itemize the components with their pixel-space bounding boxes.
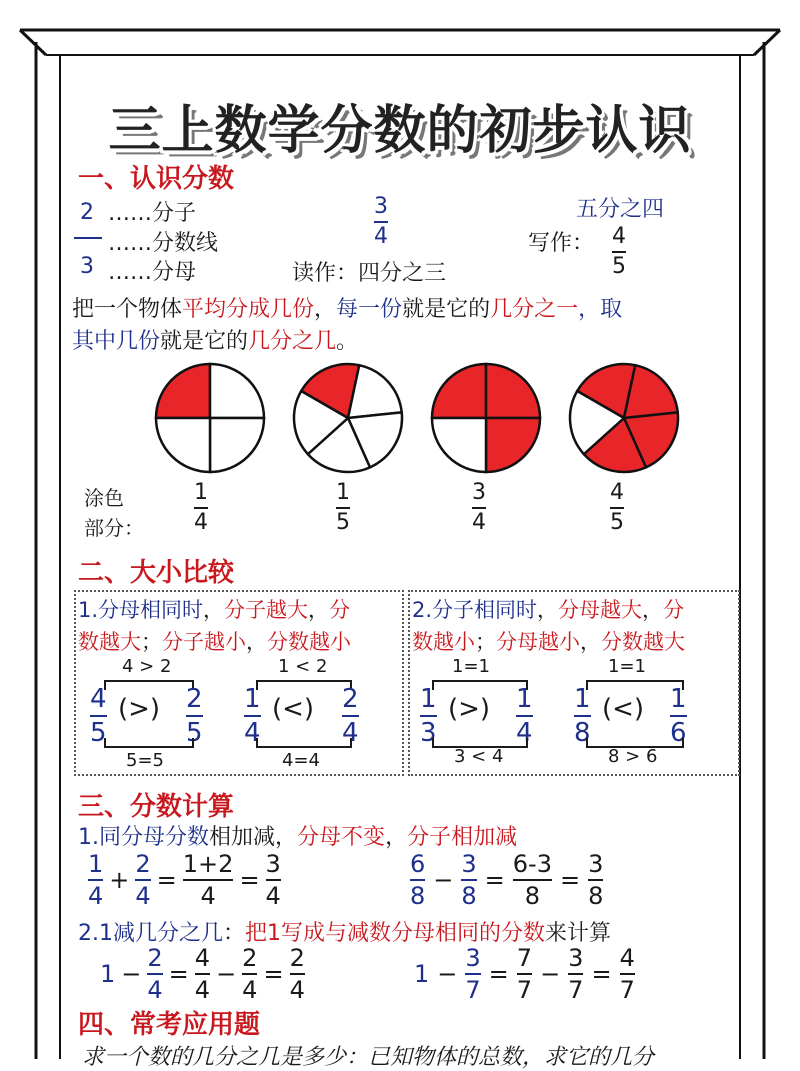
fraction-bar	[620, 973, 635, 975]
compare2-top-bracket	[256, 680, 352, 690]
denominator: 4	[88, 882, 104, 910]
fraction-bar	[612, 251, 626, 253]
shaded-sector	[486, 364, 540, 418]
rule-keyword: 分	[329, 598, 351, 622]
rule-text: ，	[537, 598, 559, 622]
circle-fraction-3	[472, 482, 486, 534]
denominator: 4	[194, 976, 211, 1004]
calc4-expression	[414, 946, 635, 1002]
one: 1	[414, 960, 430, 988]
circle-fraction-4	[610, 482, 624, 534]
fraction-bar	[244, 715, 261, 717]
denominator: 4	[147, 976, 163, 1004]
circle-four-fifths	[570, 364, 678, 472]
fraction-bar	[266, 879, 281, 881]
numerator: 6-3	[512, 850, 552, 878]
numerator: 4	[612, 224, 626, 249]
rule-keyword: 分数越大	[601, 630, 685, 654]
denominator: 8	[588, 882, 604, 910]
example-read-row	[292, 256, 446, 287]
fraction	[135, 852, 150, 908]
fraction-bar	[420, 715, 437, 717]
fraction	[266, 852, 281, 908]
fraction	[620, 946, 635, 1002]
numerator: 4	[619, 944, 635, 972]
denominator: 8	[524, 882, 541, 910]
rule2-line2	[412, 626, 685, 656]
rule-text: ，	[580, 630, 601, 654]
rule-keyword: 1减几分之几	[99, 921, 223, 946]
rule-keyword: 把1写成与减数分母相同的分数	[245, 921, 546, 946]
calc-rule2	[78, 916, 611, 947]
one: 1	[100, 960, 116, 988]
rule-keyword: 分数越小	[267, 630, 351, 654]
dots: ……	[108, 231, 152, 256]
operator: −	[433, 866, 454, 894]
compare2-top: 1 < 2	[278, 656, 328, 677]
rule-keyword: 分子越大	[224, 598, 309, 622]
compare2-left-fraction	[244, 686, 261, 746]
fraction-bar	[88, 879, 103, 881]
compare1-top: 4 > 2	[122, 656, 172, 677]
equals: =	[591, 960, 612, 988]
compare3-bottom: 3 < 4	[454, 746, 504, 767]
fraction-bar	[194, 507, 208, 509]
fraction-bar	[90, 715, 107, 717]
compare1-top-bracket	[104, 680, 194, 690]
denominator: 5	[612, 254, 626, 279]
fraction-bar	[472, 507, 486, 509]
dots: ……	[108, 260, 152, 285]
compare4-left-fraction	[574, 686, 591, 746]
denominator: 6	[670, 718, 687, 748]
fraction-bar	[517, 973, 532, 975]
fraction	[242, 946, 257, 1002]
rule-text: ，	[385, 825, 408, 850]
numerator: 1	[88, 850, 104, 878]
compare4-top: 1=1	[608, 656, 646, 677]
numerator: 2	[342, 684, 359, 714]
denominator: 4	[374, 224, 388, 249]
denominator: 7	[465, 976, 481, 1004]
rule-keyword: 分母相同时	[98, 598, 204, 622]
denominator: 4	[194, 510, 208, 535]
denominator: 4	[342, 718, 359, 748]
numerator: 1	[244, 684, 261, 714]
unshaded-sector	[210, 364, 264, 418]
rule1-line2	[78, 626, 351, 656]
fraction-bar	[374, 221, 388, 223]
fraction-bar	[147, 973, 162, 975]
equals: =	[156, 866, 177, 894]
fraction	[465, 946, 480, 1002]
rule-text: ；	[475, 630, 496, 654]
fraction-bar	[342, 715, 359, 717]
equals: =	[168, 960, 189, 988]
fraction-bar	[465, 973, 480, 975]
rule2-line1	[412, 594, 684, 624]
rule-keyword: 分子相加减	[407, 825, 518, 850]
calc1-expression	[88, 852, 281, 908]
equals: =	[239, 866, 260, 894]
fraction	[517, 946, 532, 1002]
rule-text: ，	[203, 598, 225, 622]
denominator: 4	[516, 718, 533, 748]
denominator: 4	[244, 718, 261, 748]
equals: =	[263, 960, 284, 988]
rule-text: 相加减	[209, 825, 276, 850]
rule-text: ，	[308, 598, 330, 622]
compare3-top: 1=1	[452, 656, 490, 677]
numerator: 4	[194, 944, 211, 972]
example-write-reading: 五分之四	[576, 197, 665, 222]
rule-number: 1.	[78, 825, 99, 850]
numerator: 2	[147, 944, 163, 972]
section4-line1: 求一个数的几分之几是多少：已知物体的总数，求它的几分	[82, 1045, 655, 1070]
circle-fraction-2	[336, 482, 350, 534]
numerator: 3	[588, 850, 604, 878]
numerator: 6	[410, 850, 426, 878]
shaded-label-line1: 涂色	[84, 486, 124, 510]
denominator: 4	[200, 882, 216, 910]
shaded-sector	[486, 418, 540, 472]
line-label-row	[108, 226, 218, 257]
rule-number: 1.	[78, 598, 99, 622]
fraction-bar	[516, 715, 533, 717]
rule-text: 来计算	[545, 921, 612, 946]
definition-text: 就是它的	[160, 329, 249, 354]
definition-text: ，	[314, 297, 337, 322]
numerator: 1	[670, 684, 687, 714]
fraction	[588, 852, 603, 908]
calc3-expression	[100, 946, 305, 1002]
definition-keyword: 每一份	[336, 297, 403, 322]
numerator: 2	[186, 684, 203, 714]
fraction	[195, 946, 210, 1002]
rule-keyword: 数越大	[78, 630, 141, 654]
numerator: 1+2	[182, 850, 234, 878]
operator: −	[540, 960, 561, 988]
section2-heading: 二、大小比较	[78, 558, 235, 588]
fraction	[147, 946, 162, 1002]
numerator: 3	[461, 850, 477, 878]
definition-keyword: 几分之一	[490, 297, 579, 322]
denominator: 5	[336, 510, 350, 535]
definition-line2	[72, 324, 358, 355]
fraction	[513, 852, 552, 908]
rule-keyword: 分母越小	[496, 630, 580, 654]
equals: =	[488, 960, 509, 988]
fraction-bar	[242, 973, 257, 975]
rule-keyword: 分子相同时	[432, 598, 538, 622]
compare1-left-fraction	[90, 686, 107, 746]
line-label: 分数线	[152, 231, 219, 256]
denominator-label-row	[108, 255, 196, 286]
definition-line1	[72, 292, 622, 323]
numerator: 4	[90, 684, 107, 714]
fraction-bar	[336, 507, 350, 509]
example-write-fraction	[612, 226, 626, 278]
fraction-bar	[574, 715, 591, 717]
rule-text: ，	[275, 825, 298, 850]
compare1-sign: (>)	[118, 694, 161, 724]
operator: +	[109, 866, 130, 894]
compare2-bottom-bracket	[256, 738, 352, 748]
denominator: 8	[461, 882, 477, 910]
numerator: 3	[472, 480, 486, 505]
compare2-bottom: 4=4	[282, 750, 320, 771]
rule-keyword: 分母越大	[558, 598, 643, 622]
numerator: 3	[568, 944, 584, 972]
fraction-bar	[410, 879, 425, 881]
definition-text: 。	[336, 329, 359, 354]
compare3-top-bracket	[432, 680, 528, 690]
fraction-bar	[588, 879, 603, 881]
fraction	[88, 852, 103, 908]
rule-keyword: 数越小	[412, 630, 475, 654]
operator: −	[121, 960, 142, 988]
definition-text: ，取	[578, 297, 623, 322]
equals: =	[484, 866, 505, 894]
compare3-sign: (>)	[448, 694, 491, 724]
denominator: 4	[472, 510, 486, 535]
numerator: 1	[336, 480, 350, 505]
circle-fraction-1	[194, 482, 208, 534]
parts-numerator: 2	[80, 200, 94, 225]
reading-text: 四分之三	[358, 261, 447, 286]
shaded-sector	[156, 364, 210, 418]
unshaded-sector	[210, 418, 264, 472]
operator: −	[216, 960, 237, 988]
rule-number: 2.	[412, 598, 433, 622]
fraction-bar	[670, 715, 687, 717]
rule-keyword: 分子越小	[162, 630, 246, 654]
compare1-bottom: 5=5	[126, 750, 164, 771]
operator: −	[437, 960, 458, 988]
denominator: 4	[265, 882, 281, 910]
compare4-right-fraction	[670, 686, 687, 746]
circle-one-quarter	[156, 364, 264, 472]
circle-one-fifth	[294, 364, 402, 472]
numerator: 3	[374, 194, 388, 219]
fraction-bar	[610, 507, 624, 509]
numerator: 4	[610, 480, 624, 505]
denominator: 4	[242, 976, 258, 1004]
denominator: 5	[610, 510, 624, 535]
definition-keyword: 平均分成几份	[182, 297, 315, 322]
compare2-sign: (<)	[272, 694, 315, 724]
section1-heading: 一、认识分数	[78, 164, 235, 194]
rule-text: ：	[223, 921, 246, 946]
definition-keyword: 其中几份	[72, 329, 161, 354]
denominator: 8	[410, 882, 426, 910]
rule-number: 2.	[78, 921, 99, 946]
rule-keyword: 同分母分数	[99, 825, 210, 850]
denominator: 7	[619, 976, 635, 1004]
compare1-bottom-bracket	[104, 738, 194, 748]
denominator: 7	[516, 976, 533, 1004]
fraction	[183, 852, 234, 908]
page-title: 三上数学分数的初步认识	[108, 101, 692, 161]
fraction	[461, 852, 476, 908]
denominator-label: 分母	[152, 260, 197, 285]
compare1-right-fraction	[186, 686, 203, 746]
definition-text: 把一个物体	[72, 297, 183, 322]
denominator: 3	[420, 718, 437, 748]
compare2-right-fraction	[342, 686, 359, 746]
example-read-fraction	[374, 196, 388, 248]
numerator-label-row	[108, 196, 196, 227]
fraction-circles	[148, 360, 688, 480]
denominator: 4	[289, 976, 305, 1004]
section4-heading: 四、常考应用题	[78, 1010, 261, 1040]
read-label: 读作：	[292, 261, 359, 286]
fraction	[290, 946, 305, 1002]
numerator: 2	[242, 944, 258, 972]
compare4-sign: (<)	[602, 694, 645, 724]
rule-text: ，	[642, 598, 664, 622]
fraction	[568, 946, 583, 1002]
denominator: 5	[186, 718, 203, 748]
fraction-bar	[195, 973, 210, 975]
fraction-bar	[186, 715, 203, 717]
fraction-bar	[290, 973, 305, 975]
numerator: 2	[289, 944, 305, 972]
calc2-expression	[410, 852, 603, 908]
numerator: 1	[194, 480, 208, 505]
unshaded-sector	[432, 418, 486, 472]
numerator: 2	[135, 850, 151, 878]
definition-keyword: 几分之几	[248, 329, 337, 354]
fraction-bar	[513, 879, 552, 881]
fraction-bar	[135, 879, 150, 881]
denominator: 4	[135, 882, 151, 910]
circle-three-quarters	[432, 364, 540, 472]
fraction	[410, 852, 425, 908]
rule-text: ；	[141, 630, 162, 654]
parts-denominator: 3	[80, 254, 94, 279]
parts-fraction-bar	[74, 237, 102, 239]
fraction-bar	[568, 973, 583, 975]
numerator: 1	[420, 684, 437, 714]
write-label: 写作：	[528, 231, 595, 256]
numerator: 1	[574, 684, 591, 714]
numerator-label: 分子	[152, 201, 197, 226]
rule-keyword: 分母不变	[297, 825, 386, 850]
numerator: 1	[516, 684, 533, 714]
numerator: 3	[465, 944, 481, 972]
rule1-line1	[78, 594, 350, 624]
unshaded-sector	[156, 418, 210, 472]
shaded-label-line2: 部分：	[84, 516, 144, 540]
denominator: 7	[568, 976, 584, 1004]
fraction-bar	[183, 879, 234, 881]
equals: =	[559, 866, 581, 894]
rule-keyword: 分	[663, 598, 685, 622]
definition-text: 就是它的	[402, 297, 491, 322]
numerator: 3	[265, 850, 281, 878]
compare3-right-fraction	[516, 686, 533, 746]
denominator: 5	[90, 718, 107, 748]
calc-rule1	[78, 820, 517, 851]
section3-heading: 三、分数计算	[78, 792, 235, 822]
shaded-sector	[432, 364, 486, 418]
rule-text: ，	[246, 630, 267, 654]
compare3-left-fraction	[420, 686, 437, 746]
dots: ……	[108, 201, 152, 226]
fraction-bar	[461, 879, 476, 881]
denominator: 8	[574, 718, 591, 748]
compare4-bottom: 8 > 6	[608, 746, 658, 767]
numerator: 7	[516, 944, 533, 972]
